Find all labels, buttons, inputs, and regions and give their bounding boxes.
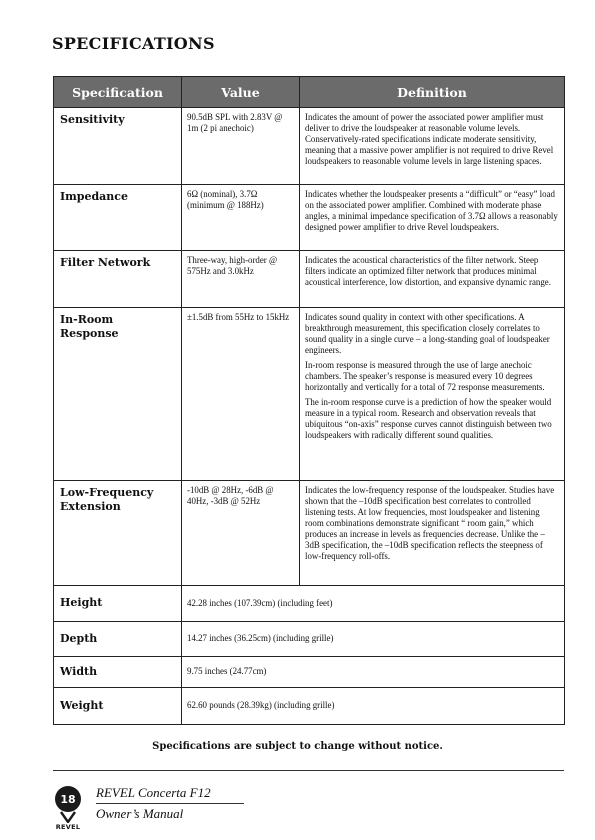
spec-value: 42.28 inches (107.39cm) (including feet)	[182, 586, 565, 622]
table-row-height	[54, 586, 565, 622]
table-row-depth	[54, 622, 565, 657]
spec-name: Low-Frequency Extension	[54, 481, 182, 586]
revel-logo-text: REVEL	[55, 823, 81, 831]
spec-value: 14.27 inches (36.25cm) (including grille)	[182, 622, 565, 657]
column-header-specification: Specification	[54, 77, 182, 108]
table-header-row	[54, 77, 565, 108]
footer-divider	[53, 770, 564, 771]
table-row-impedance	[54, 185, 565, 251]
table-row-width	[54, 657, 565, 688]
spec-name: Height	[54, 586, 182, 622]
table-row-in-room-response	[54, 308, 565, 481]
table-row-low-frequency-extension	[54, 481, 565, 586]
footer-product-name: REVEL Concerta F12	[96, 785, 211, 800]
footer-product-underline	[96, 803, 244, 804]
definition-paragraph: Indicates the acoustical characteristics of the filter network. Steep filters indicate an optimized filter network that produces minimal acoustical interference, low distortion, and expansive dynamic range.	[305, 255, 551, 288]
spec-definition	[300, 185, 565, 251]
spec-value: 6Ω (nominal), 3.7Ω (minimum @ 188Hz)	[182, 185, 300, 251]
table-row-filter-network	[54, 251, 565, 308]
spec-definition	[300, 481, 565, 586]
column-header-definition: Definition	[300, 77, 565, 108]
spec-value: 9.75 inches (24.77cm)	[182, 657, 565, 688]
definition-paragraph: Indicates the low-frequency response of the loudspeaker. Studies have shown that the –10dB specification best correlates to controlled listening tests. At low frequencies, most loudspeaker and listening room combinations demonstrate significant “ room gain,” which produces an increase in levels as frequencies decrease. Unlike the –3dB specification, the –10dB specification reflects the steepness of low-frequency roll-offs.	[305, 485, 555, 562]
spec-definition	[300, 108, 565, 185]
definition-paragraph: Indicates whether the loudspeaker presents a “difficult” or “easy” load on the associated power amplifier. Combined with moderate phase angles, a minimal impedance specification of 3.7Ω allows a reasonably designed power amplifier to drive Revel loudspeakers.	[305, 189, 558, 233]
definition-paragraph: Indicates the amount of power the associated power amplifier must deliver to drive the loudspeaker at reasonable volume levels. Conservatively-rated specifications indicate moderate sensitivity, meaning that a massive power amplifier is not required to drive Revel loudspeakers to reasonable volume levels in large listening spaces.	[305, 112, 554, 167]
spec-value: ±1.5dB from 55Hz to 15kHz	[182, 308, 300, 481]
definition-paragraph: Indicates sound quality in context with other specifications. A breakthrough measurement, this specification closely correlates to sound quality in a single curve – a long-standing goal of loudspeaker engineers.	[305, 312, 550, 356]
spec-name: Impedance	[54, 185, 182, 251]
spec-value: -10dB @ 28Hz, -6dB @ 40Hz, -3dB @ 52Hz	[182, 481, 300, 586]
spec-value: 90.5dB SPL with 2.83V @ 1m (2 pi anechoic)	[182, 108, 300, 185]
spec-definition	[300, 308, 565, 481]
spec-name: Width	[54, 657, 182, 688]
spec-name: Filter Network	[54, 251, 182, 308]
column-header-value: Value	[182, 77, 300, 108]
spec-name: Depth	[54, 622, 182, 657]
spec-definition	[300, 251, 565, 308]
page-number-badge: 18	[55, 786, 81, 812]
revel-logo-icon	[59, 811, 77, 823]
spec-name: Sensitivity	[54, 108, 182, 185]
spec-value: 62.60 pounds (28.39kg) (including grille)	[182, 688, 565, 725]
spec-name: Weight	[54, 688, 182, 725]
footer-manual-name: Owner’s Manual	[96, 806, 184, 821]
page-title: SPECIFICATIONS	[52, 34, 215, 53]
definition-paragraph: The in-room response curve is a prediction of how the speaker would measure in a typical room. Research and observation reveals that ubiquitous “on-axis” response curves cannot distinguish between two loudspeakers with radically different sound qualities.	[305, 397, 552, 441]
specifications-table	[53, 76, 565, 725]
table-row-weight	[54, 688, 565, 725]
definition-paragraph: In-room response is measured through the use of large anechoic chambers. The speaker’s response is measured every 10 degrees horizontally and vertically for a total of 72 response measurements.	[305, 360, 545, 393]
spec-name: In-Room Response	[54, 308, 182, 481]
specifications-footnote: Specifications are subject to change without notice.	[152, 741, 443, 752]
spec-value: Three-way, high-order @ 575Hz and 3.0kHz	[182, 251, 300, 308]
table-row-sensitivity	[54, 108, 565, 185]
